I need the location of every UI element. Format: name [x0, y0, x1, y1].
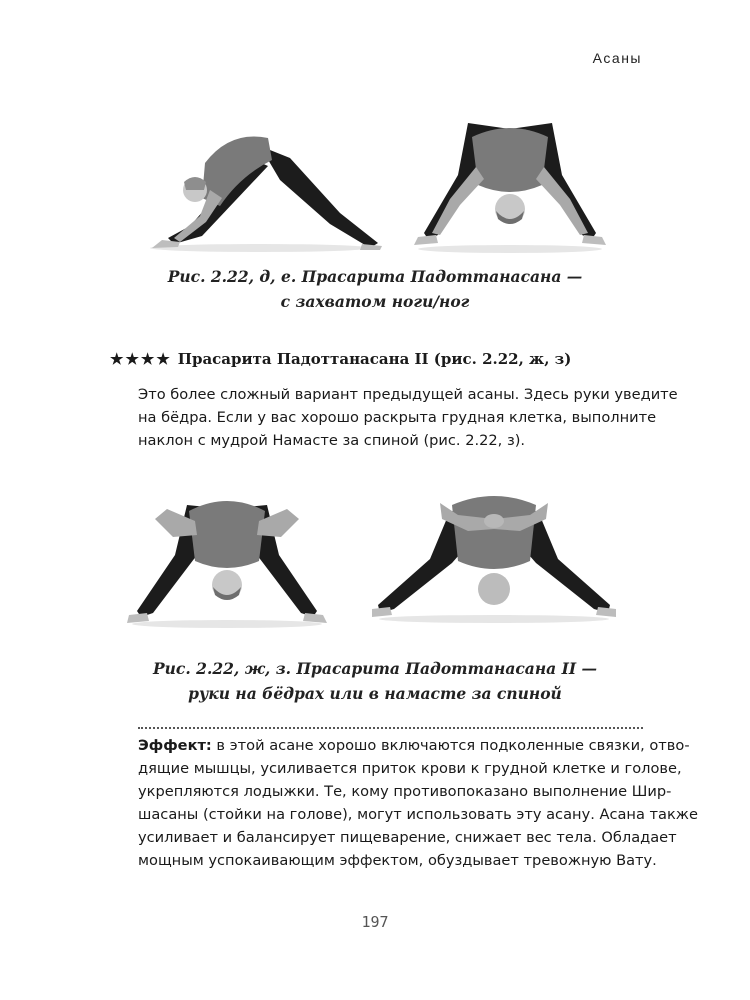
paragraph-line: наклон с мудрой Намасте за спиной (рис. 2.22, з). — [138, 432, 526, 449]
effect-paragraph — [138, 734, 698, 872]
page-number: 197 — [361, 913, 389, 931]
caption-line: Рис. 2.22, д, е. Прасарита Падоттанасана — — [167, 267, 583, 286]
figure-caption-top — [0, 264, 750, 314]
photo-pose-d — [140, 118, 385, 253]
dotted-divider — [138, 727, 643, 729]
difficulty-stars-icon: ★★★★ — [110, 350, 172, 368]
section-title-text: Прасарита Падоттанасана II (рис. 2.22, ж, з) — [177, 350, 572, 368]
section-paragraph — [138, 383, 678, 452]
caption-line: с захватом ноги/ног — [280, 292, 470, 311]
effect-line: усиливает и балансирует пищеварение, снижает вес тела. Обладает — [138, 829, 677, 846]
section-title — [110, 350, 571, 368]
paragraph-line: Это более сложный вариант предыдущей асаны. Здесь руки уведите — [138, 386, 678, 403]
effect-line: укрепляются лодыжки. Те, кому противопоказано выполнение Шир- — [138, 783, 672, 800]
paragraph-line: на бёдра. Если у вас хорошо раскрыта грудная клетка, выполните — [138, 409, 657, 426]
effect-line: мощным успокаивающим эффектом, обуздывает тревожную Вату. — [138, 852, 657, 869]
figure-caption-bottom — [0, 656, 750, 706]
effect-first-line-text: в этой асане хорошо включаются подколенные связки, отво- — [211, 737, 690, 754]
caption-line: руки на бёдрах или в намасте за спиной — [188, 684, 562, 703]
photo-pose-zh — [125, 485, 330, 630]
running-header: Асаны — [592, 50, 642, 66]
effect-line: дящие мышцы, усиливается приток крови к грудной клетке и голове, — [138, 760, 682, 777]
effect-line: шасаны (стойки на голове), могут использовать эту асану. Асана также — [138, 806, 698, 823]
effect-line — [138, 734, 690, 757]
photo-pose-e — [410, 115, 610, 255]
caption-line: Рис. 2.22, ж, з. Прасарита Падоттанасана II — — [153, 659, 597, 678]
photo-pose-z — [372, 485, 617, 625]
effect-label: Эффект: — [138, 737, 212, 754]
